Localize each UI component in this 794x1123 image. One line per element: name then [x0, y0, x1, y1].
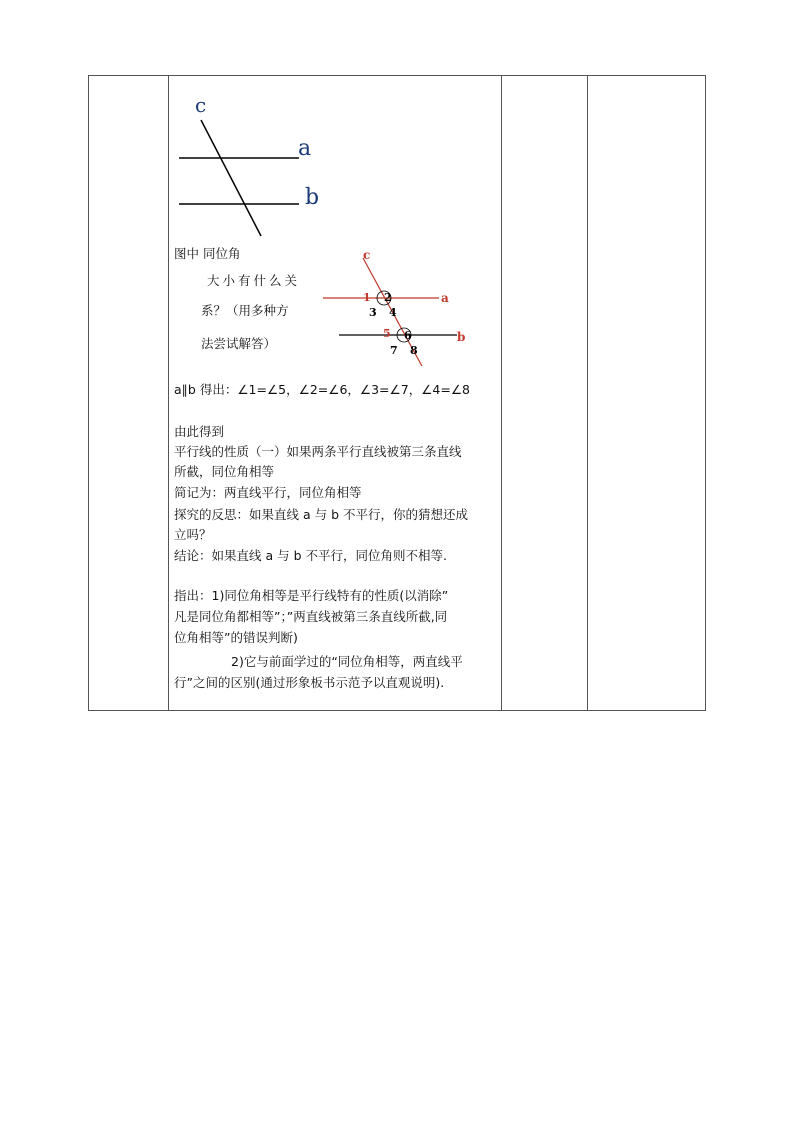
- body-line: 探究的反思：如果直线 a 与 b 不平行，你的猜想还成: [174, 507, 468, 522]
- question-line: 大小有什么关: [207, 273, 301, 288]
- angle-label: 1: [363, 291, 371, 304]
- body-line: 行”之间的区别(通过形象板书示范予以直观说明).: [174, 675, 445, 690]
- column-divider: [587, 76, 588, 710]
- line-label-b: b: [457, 330, 466, 344]
- result-equation: a∥b 得出：∠1=∠5，∠2=∠6，∠3=∠7，∠4=∠8: [174, 382, 470, 397]
- body-line: 结论：如果直线 a 与 b 不平行，同位角则不相等.: [174, 548, 447, 563]
- lesson-table: [88, 75, 706, 711]
- body-line: 由此得到: [174, 424, 225, 439]
- line-label-b: b: [305, 185, 320, 210]
- parallel-lines-figure: [169, 76, 339, 246]
- angle-label: 3: [369, 306, 377, 319]
- line-label-a: a: [441, 291, 449, 305]
- angle-label: 8: [410, 344, 418, 357]
- line-label-c: c: [195, 93, 207, 117]
- body-line: 指出：1)同位角相等是平行线特有的性质(以消除”: [174, 588, 449, 603]
- body-line: 简记为：两直线平行，同位角相等: [174, 485, 362, 500]
- body-line: 位角相等”的错误判断): [174, 630, 298, 645]
- body-line: 立吗？: [174, 527, 212, 542]
- question-line: 法尝试解答）: [201, 336, 277, 351]
- line-label-c: c: [363, 248, 371, 262]
- question-line: 系？（用多种方: [201, 303, 289, 318]
- angle-label: 5: [383, 327, 391, 340]
- angle-label: 6: [404, 329, 412, 342]
- question-line: 图中 同位角: [174, 246, 241, 261]
- angle-label: 2: [384, 291, 392, 304]
- angle-label: 7: [390, 344, 398, 357]
- line-label-a: a: [298, 136, 312, 161]
- main-content-cell: [169, 76, 502, 710]
- angle-label: 4: [389, 306, 397, 319]
- corresponding-angles-figure: [319, 246, 479, 366]
- body-line: 凡是同位角都相等”；”两直线被第三条直线所截,同: [174, 609, 448, 624]
- body-line: 2)它与前面学过的“同位角相等，两直线平: [231, 654, 463, 669]
- body-line: 所截，同位角相等: [174, 464, 275, 479]
- body-line: 平行线的性质（一）如果两条平行直线被第三条直线: [174, 444, 462, 459]
